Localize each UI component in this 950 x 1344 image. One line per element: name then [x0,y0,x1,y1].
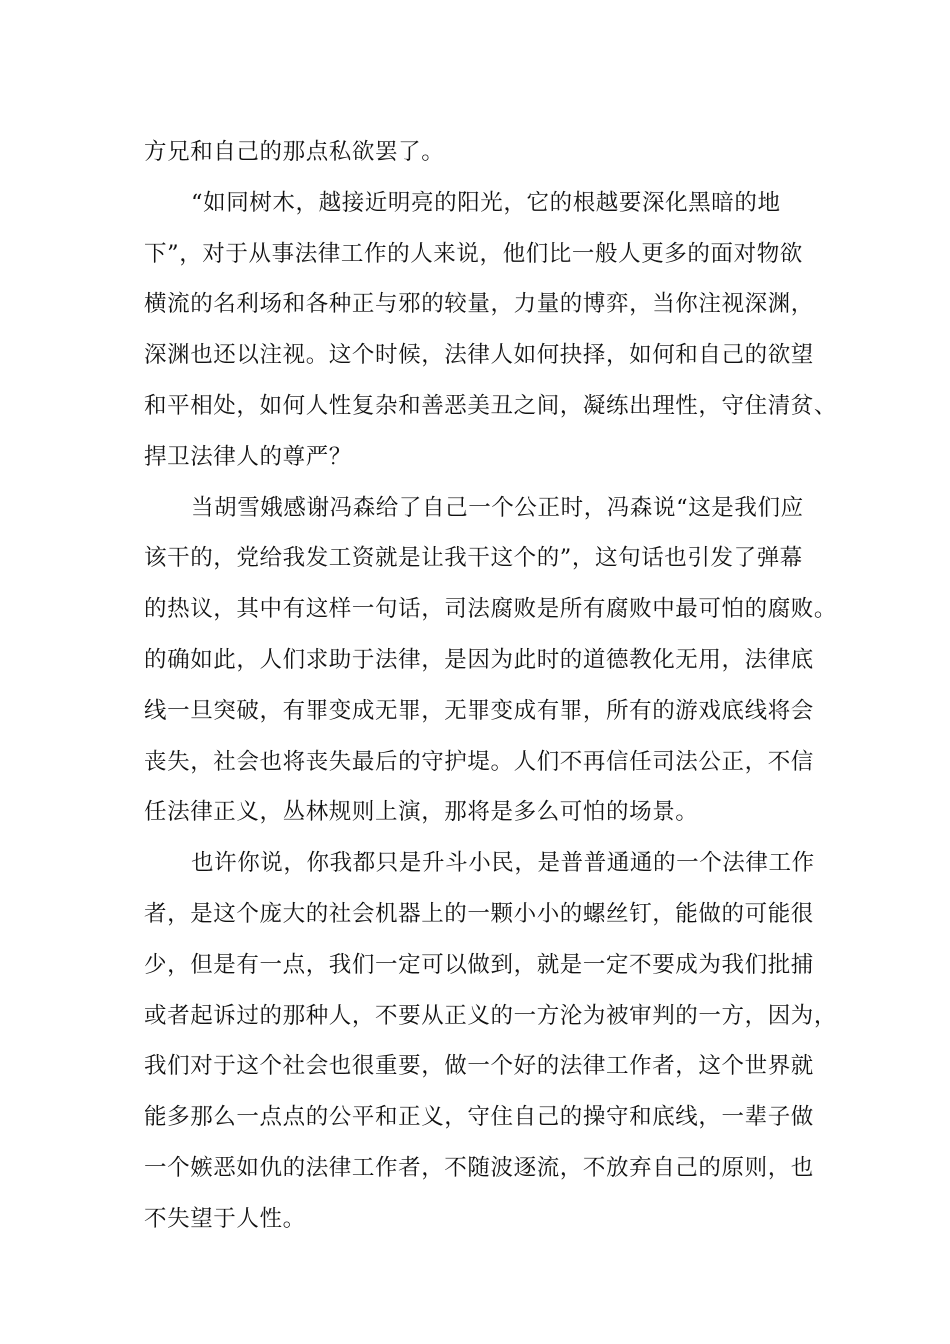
text-line: 丧失，社会也将丧失最后的守护堤。人们不再信任司法公正，不信 [144,748,814,775]
paragraph-first-line: “如同树木，越接近明亮的阳光，它的根越要深化黑暗的地 [191,189,781,216]
text-line: 的确如此，人们求助于法律，是因为此时的道德教化无用，法律底 [144,646,814,673]
text-line: 任法律正义，丛林规则上演，那将是多么可怕的场景。 [144,799,699,826]
paragraph-first-line: 当胡雪娥感谢冯森给了自己一个公正时，冯森说“这是我们应 [191,494,804,521]
paragraph-first-line: 也许你说，你我都只是升斗小民，是普普通通的一个法律工作 [191,850,815,877]
text-line: 或者起诉过的那种人，不要从正义的一方沦为被审判的一方，因为， [144,1002,838,1029]
text-line: 捍卫法律人的尊严？ [144,443,352,470]
text-line: 不失望于人性。 [144,1205,306,1232]
text-line: 者，是这个庞大的社会机器上的一颗小小的螺丝钉，能做的可能很 [144,900,814,927]
text-line: 该干的，党给我发工资就是让我干这个的”，这句话也引发了弹幕 [144,545,803,572]
text-line: 方兄和自己的那点私欲罢了。 [144,139,445,165]
text-line: 我们对于这个社会也很重要，做一个好的法律工作者，这个世界就 [144,1053,814,1080]
document-body [144,127,838,1245]
text-line: 横流的名利场和各种正与邪的较量，力量的博弈，当你注视深渊， [144,291,814,318]
text-line: 下”，对于从事法律工作的人来说，他们比一般人更多的面对物欲 [144,240,803,267]
text-line: 能多那么一点点的公平和正义，守住自己的操守和底线，一辈子做 [144,1104,814,1131]
text-line: 一个嫉恶如仇的法律工作者，不随波逐流，不放弃自己的原则，也 [144,1154,814,1181]
text-line: 线一旦突破，有罪变成无罪，无罪变成有罪，所有的游戏底线将会 [144,697,814,724]
text-line: 少，但是有一点，我们一定可以做到，就是一定不要成为我们批捕 [144,951,814,978]
text-line: 的热议，其中有这样一句话，司法腐败是所有腐败中最可怕的腐败。 [144,596,838,623]
text-line: 和平相处，如何人性复杂和善恶美丑之间，凝练出理性，守住清贫、 [144,392,838,419]
text-line: 深渊也还以注视。这个时候，法律人如何抉择，如何和自己的欲望 [144,342,814,369]
